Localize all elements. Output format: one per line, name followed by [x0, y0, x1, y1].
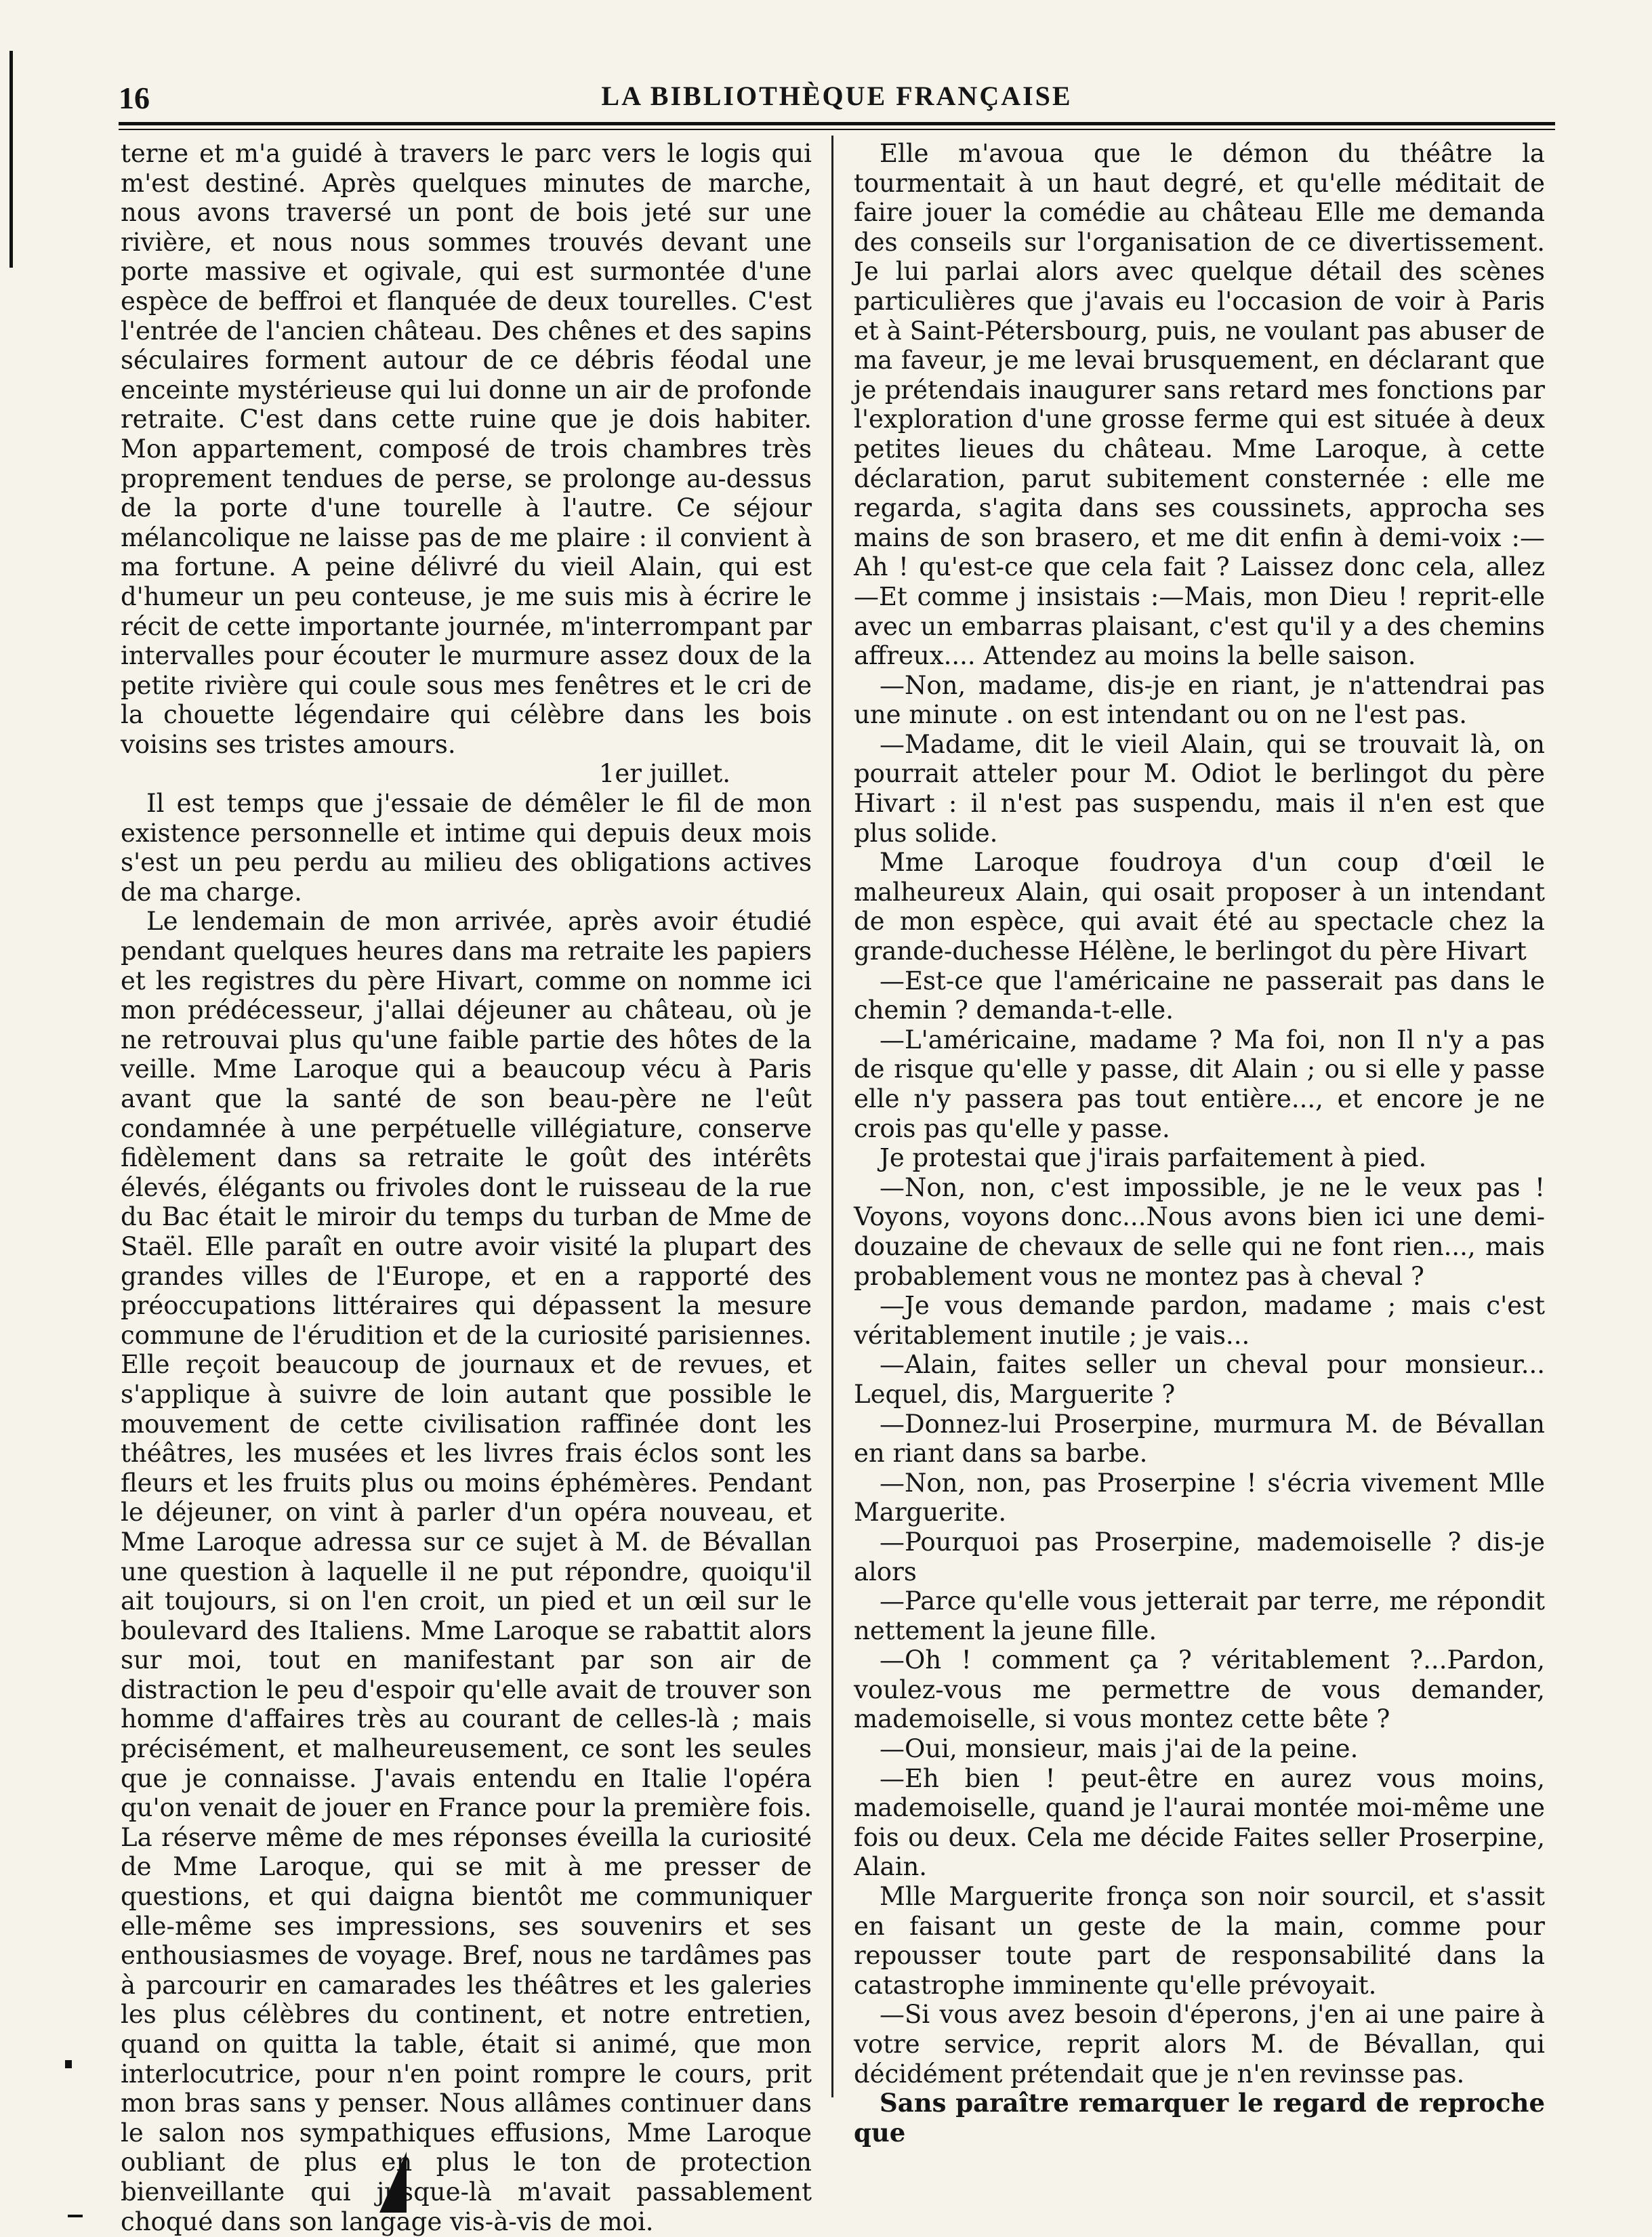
- paragraph: Elle m'avoua que le démon du théâtre la tourmentait à un haut degré, et qu'elle méditait de faire jouer la comédie au château Elle me demanda des conseils sur l'organisation de ce divertissement. Je lui parlai alors avec quelque détail des scènes particulières que j'avais eu l'occasion de voir à Paris et à Saint-Pétersbourg, puis, ne voulant pas abuser de ma faveur, je me levai brusquement, en déclarant que je prétendais inaugurer sans retard mes fonctions par l'exploration d'une grosse ferme qui est située à deux petites lieues du château. Mme Laroque, à cette déclaration, parut subitement consternée : elle me regarda, s'agita dans ses coussinets, approcha ses mains de son brasero, et me dit enfin à demi-voix :—Ah ! qu'est-ce que cela fait ? Laissez donc cela, allez—Et comme j insistais :—Mais, mon Dieu ! reprit-elle avec un embarras plaisant, c'est qu'il y a des chemins affreux.... Attendez au moins la belle saison.: [854, 139, 1545, 671]
- paragraph: —Donnez-lui Proserpine, murmura M. de Bévallan en riant dans sa barbe.: [854, 1409, 1545, 1469]
- paragraph: —Alain, faites seller un cheval pour monsieur... Lequel, dis, Marguerite ?: [854, 1350, 1545, 1409]
- paragraph: —Non, non, c'est impossible, je ne le veux pas ! Voyons, voyons donc...Nous avons bien ici une demi-douzaine de chevaux de selle qui ne font rien..., mais probablement vous ne montez pas à cheval ?: [854, 1172, 1545, 1291]
- paragraph: Je protestai que j'irais parfaitement à pied.: [880, 1143, 1427, 1173]
- paragraph: —Eh bien ! peut-être en aurez vous moins, mademoiselle, quand je l'aurai montée moi-même une fois ou deux. Cela me décide Faites seller Proserpine, Alain.: [854, 1763, 1545, 1882]
- paragraph: —Non, madame, dis-je en riant, je n'attendrai pas une minute . on est intendant ou on ne l'est pas.: [854, 670, 1545, 730]
- margin-speck: [68, 2215, 83, 2217]
- header-rule-thick: [119, 122, 1555, 125]
- page-header: [119, 80, 1555, 121]
- paragraph: terne et m'a guidé à travers le parc vers le logis qui m'est destiné. Après quelques minutes de marche, nous avons traversé un pont de bois jeté sur une rivière, et nous nous sommes trouvés devant une porte massive et ogivale, qui est surmontée d'une espèce de beffroi et flanquée de deux tourelles. C'est l'entrée de l'ancien château. Des chênes et des sapins séculaires forment autour de ce débris féodal une enceinte mystérieuse qui lui donne un air de profonde retraite. C'est dans cette ruine que je dois habiter. Mon appartement, composé de trois chambres très proprement tendues de perse, se prolonge au-dessus de la porte d'une tourelle à l'autre. Ce séjour mélancolique ne laisse pas de me plaire : il convient à ma fortune. A peine délivré du vieil Alain, qui est d'humeur un peu conteuse, je me suis mis à écrire le récit de cette importante journée, m'interrompant par intervalles pour écouter le murmure assez doux de la petite rivière qui coule sous mes fenêtres et le cri de la chouette légendaire qui célèbre dans les bois voisins ses tristes amours.: [121, 139, 812, 759]
- print-mark-icon: [379, 2152, 407, 2213]
- page-number: 16: [119, 81, 150, 115]
- paragraph: Mlle Marguerite fronça son noir sourcil, et s'assit en faisant un geste de la main, comme pour repousser toute part de responsabilité dans la catastrophe imminente qu'elle prévoyait.: [854, 1882, 1545, 2000]
- dateline: 1er juillet.: [598, 759, 730, 789]
- paragraph: Sans paraître remarquer le regard de reproche que: [854, 2088, 1545, 2148]
- paragraph: —Je vous demande pardon, madame ; mais c'est véritablement inutile ; je vais...: [854, 1291, 1545, 1350]
- paragraph: —Madame, dit le vieil Alain, qui se trouvait là, on pourrait atteler pour M. Odiot le berlingot du père Hivart : il n'est pas suspendu, mais il n'en est que plus solide.: [854, 729, 1545, 848]
- header-rule-thin: [119, 129, 1555, 130]
- paragraph: —Pourquoi pas Proserpine, mademoiselle ? dis-je alors: [854, 1527, 1545, 1586]
- left-column: [121, 139, 812, 2236]
- paragraph: —Est-ce que l'américaine ne passerait pas dans le chemin ? demanda-t-elle.: [854, 966, 1545, 1025]
- paragraph: Le lendemain de mon arrivée, après avoir étudié pendant quelques heures dans ma retraite les papiers et les registres du père Hivart, comme on nomme ici mon prédécesseur, j'allai déjeuner au château, où je ne retrouvai plus qu'une faible partie des hôtes de la veille. Mme Laroque qui a beaucoup vécu à Paris avant que la santé de son beau-père ne l'eût condamnée à une perpétuelle villégiature, conserve fidèlement dans sa retraite le goût des intérêts élevés, élégants ou frivoles dont le ruisseau de la rue du Bac était le miroir du temps du turban de Mme de Staël. Elle paraît en outre avoir visité la plupart des grandes villes de l'Europe, et en a rapporté des préoccupations littéraires qui dépassent la mesure commune de l'érudition et de la curiosité parisiennes. Elle reçoit beaucoup de journaux et de revues, et s'applique à suivre de loin autant que possible le mouvement de cette civilisation raffinée dont les théâtres, les musées et les livres frais éclos sont les fleurs et les fruits plus ou moins éphémères. Pendant le déjeuner, on vint à parler d'un opéra nouveau, et Mme Laroque adressa sur ce sujet à M. de Bévallan une question à laquelle il ne put répondre, quoiqu'il ait toujours, si on l'en croit, un pied et un œil sur le boulevard des Italiens. Mme Laroque se rabattit alors sur moi, tout en manifestant par son air de distraction le peu d'espoir qu'elle avait de trouver son homme d'affaires très au courant de celles-là ; mais précisément, et malheureusement, ce sont les seules que je connaisse. J'avais entendu en Italie l'opéra qu'on venait de jouer en France pour la première fois. La réserve même de mes réponses éveilla la curiosité de Mme Laroque, qui se mit à me presser de questions, et qui daigna bientôt me communiquer elle-même ses impressions, ses souvenirs et ses enthousiasmes de voyage. Bref, nous ne tardâmes pas à parcourir en camarades les théâtres et les galeries les plus célèbres du continent, et notre entretien, quand on quitta la table, était si animé, que mon interlocutrice, pour n'en point rompre le cours, prit mon bras sans y penser. Nous allâmes continuer dans le salon nos sympathiques effusions, Mme Laroque oubliant de plus en plus le ton de protection bienveillante qui jusque-là m'avait passablement choqué dans son langage vis-à-vis de moi.: [121, 907, 812, 2236]
- paragraph: —Oh ! comment ça ? véritablement ?...Pardon, voulez-vous me permettre de vous demander, mademoiselle, si vous montez cette bête ?: [854, 1645, 1545, 1734]
- column-divider: [831, 136, 833, 2097]
- paragraph: —Si vous avez besoin d'éperons, j'en ai une paire à votre service, reprit alors M. de Bévallan, qui décidément prétendait que je n'en revinsse pas.: [854, 2000, 1545, 2089]
- paragraph: —Oui, monsieur, mais j'ai de la peine.: [880, 1734, 1359, 1764]
- running-title: LA BIBLIOTHÈQUE FRANÇAISE: [601, 81, 1073, 111]
- paragraph: Il est temps que j'essaie de démêler le fil de mon existence personnelle et intime qui depuis deux mois s'est un peu perdu au milieu des obligations actives de ma charge.: [121, 789, 812, 907]
- paragraph: —Parce qu'elle vous jetterait par terre, me répondit nettement la jeune fille.: [854, 1586, 1545, 1645]
- paragraph: —L'américaine, madame ? Ma foi, non Il n'y a pas de risque qu'elle y passe, dit Alain ; ou si elle y passe elle n'y passera pas tout entière..., et encore je ne crois pas qu'elle y passe.: [854, 1025, 1545, 1143]
- paragraph: —Non, non, pas Proserpine ! s'écria vivement Mlle Marguerite.: [854, 1468, 1545, 1527]
- margin-bar: [9, 51, 13, 268]
- paragraph: Mme Laroque foudroya d'un coup d'œil le malheureux Alain, qui osait proposer à un intendant de mon espèce, qui avait été au spectacle chez la grande-duchesse Hélène, le berlingot du père Hivart: [854, 848, 1545, 966]
- right-column: [854, 139, 1545, 2148]
- margin-speck: [65, 2060, 72, 2068]
